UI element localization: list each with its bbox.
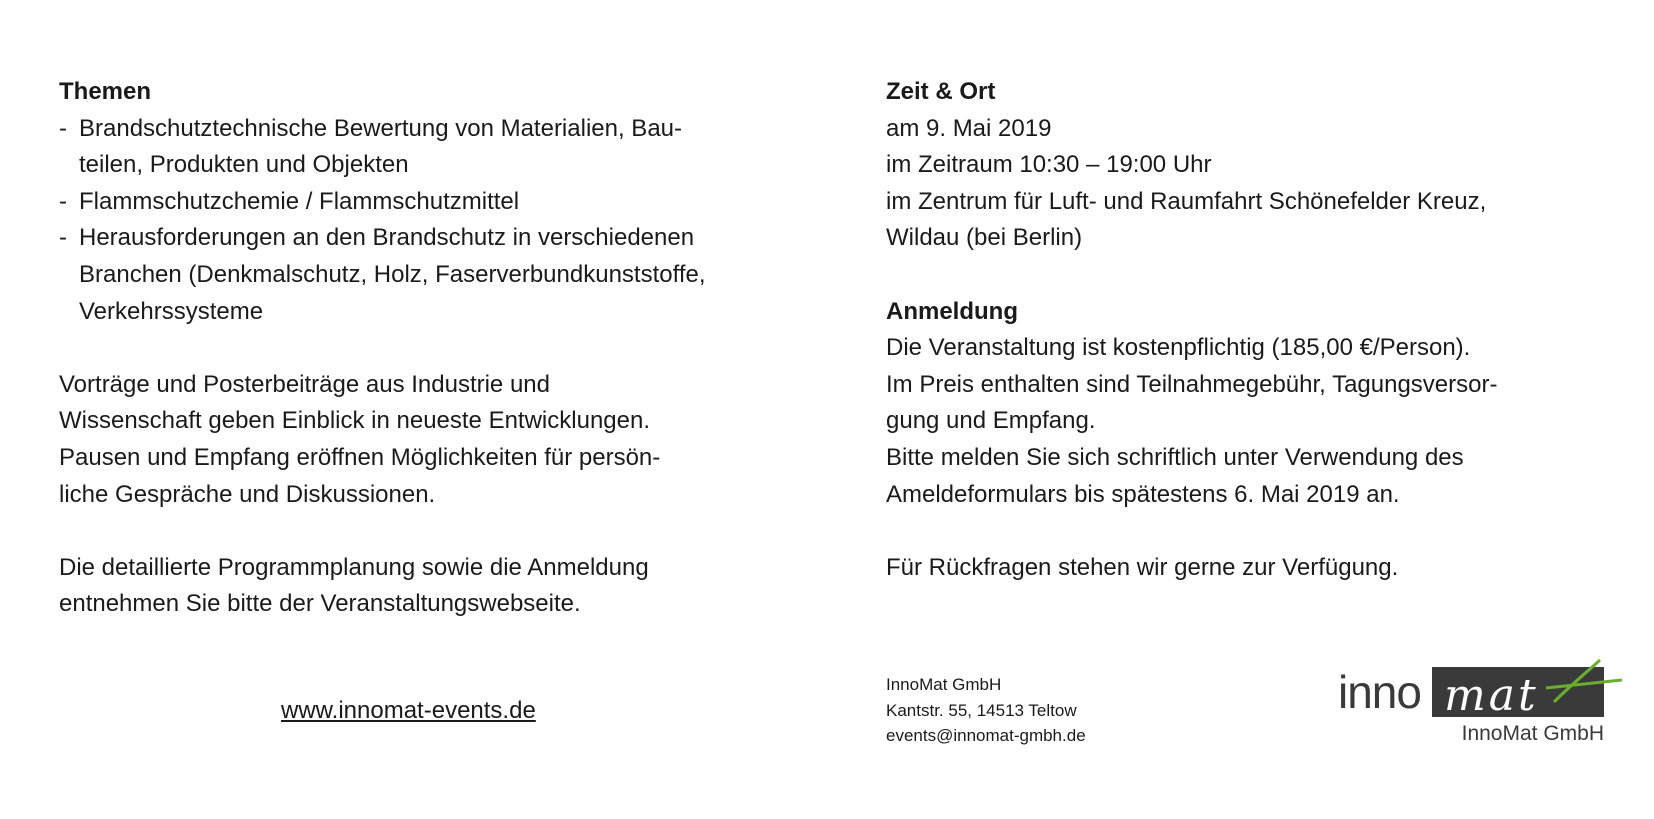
text-line: im Zeitraum 10:30 – 19:00 Uhr — [886, 151, 1212, 179]
logo-company-name: InnoMat GmbH — [1461, 722, 1604, 745]
program-paragraph — [59, 550, 819, 623]
text-line: Ameldeformulars bis spätestens 6. Mai 2019 an. — [886, 480, 1400, 508]
registration-paragraph — [886, 330, 1626, 513]
innomat-logo — [1332, 654, 1622, 746]
topic-line: Flammschutzchemie / Flammschutzmittel — [79, 187, 520, 215]
time-place-heading: Zeit & Ort — [886, 78, 996, 105]
bullet-dash: - — [59, 224, 67, 252]
topic-line: Herausforderungen an den Brandschutz in verschiedenen — [79, 224, 695, 252]
right-column — [886, 74, 1626, 586]
text-line: liche Gespräche und Diskussionen. — [59, 480, 436, 508]
text-line: Pausen und Empfang eröffnen Möglichkeiten für persön- — [59, 443, 661, 471]
text-line: gung und Empfang. — [886, 407, 1096, 435]
bullet-dash: - — [59, 187, 67, 215]
topic-item — [59, 111, 819, 184]
company-name: InnoMat GmbH — [886, 675, 1002, 694]
street-address: Kantstr. 55, 14513 Teltow — [886, 700, 1077, 720]
registration-heading: Anmeldung — [886, 297, 1018, 325]
topics-list — [59, 111, 819, 331]
text-line: Die Veranstaltung ist kostenpflichtig (185,00 €/Person). — [886, 334, 1471, 362]
contact-address — [886, 672, 1086, 749]
topic-line: Brandschutztechnische Bewertung von Materialien, Bau- — [79, 114, 682, 142]
text-line: Vorträge und Posterbeiträge aus Industrie und — [59, 370, 550, 398]
logo-word-inno: inno — [1338, 666, 1421, 718]
topic-line: Branchen (Denkmalschutz, Holz, Faserverbundkunststoffe, — [79, 260, 706, 288]
time-place-paragraph — [886, 111, 1626, 257]
text-line: Wildau (bei Berlin) — [886, 224, 1083, 252]
questions-paragraph: Für Rückfragen stehen wir gerne zur Verfügung. — [886, 553, 1399, 581]
text-line: entnehmen Sie bitte der Veranstaltungswebseite. — [59, 590, 581, 618]
email-address: events@innomat-gmbh.de — [886, 726, 1086, 745]
text-line: am 9. Mai 2019 — [886, 114, 1052, 142]
topics-heading: Themen — [59, 78, 152, 105]
text-line: Wissenschaft geben Einblick in neueste Entwicklungen. — [59, 407, 650, 435]
topic-line: teilen, Produkten und Objekten — [79, 151, 409, 179]
text-line: Bitte melden Sie sich schriftlich unter Verwendung des — [886, 443, 1464, 471]
logo-word-mat: mat — [1444, 670, 1539, 721]
topic-item — [59, 184, 819, 221]
text-line: Im Preis enthalten sind Teilnahmegebühr, Tagungsversor- — [886, 370, 1498, 398]
intro-paragraph — [59, 367, 819, 513]
website-link[interactable]: www.innomat-events.de — [281, 697, 536, 724]
left-column — [59, 74, 819, 623]
topic-item — [59, 220, 819, 330]
bullet-dash: - — [59, 114, 67, 142]
topic-line: Verkehrssysteme — [79, 297, 264, 325]
text-line: im Zentrum für Luft- und Raumfahrt Schönefelder Kreuz, — [886, 187, 1487, 215]
text-line: Die detaillierte Programmplanung sowie die Anmeldung — [59, 553, 649, 581]
